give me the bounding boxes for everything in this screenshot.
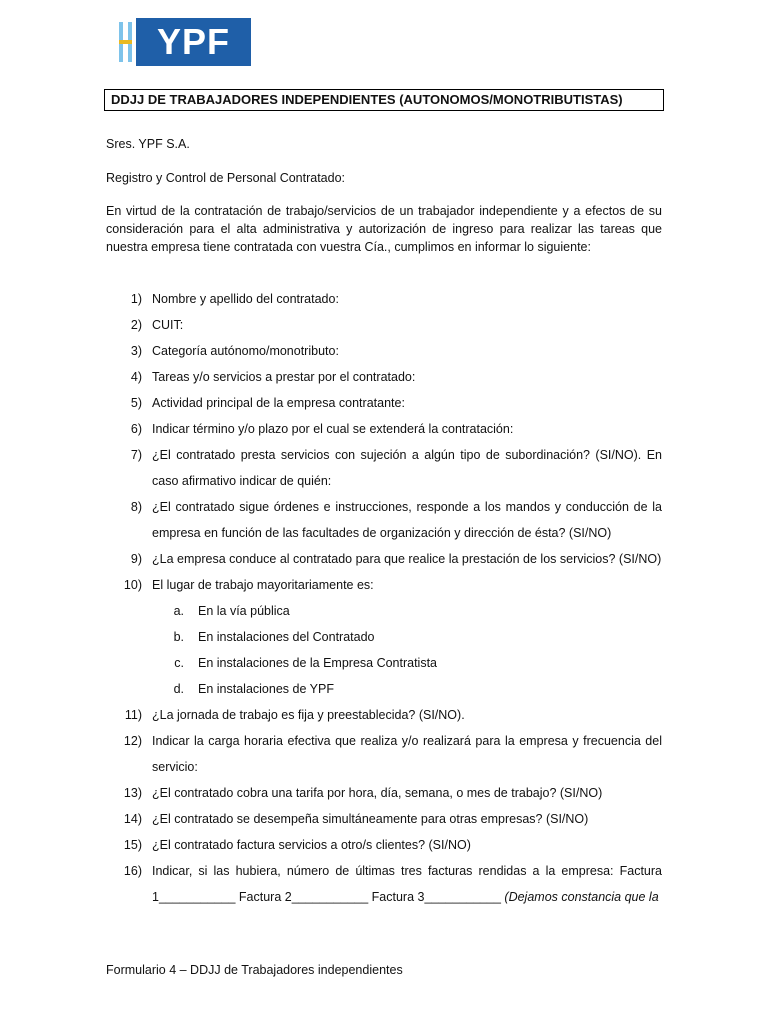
- item-text: ¿El contratado cobra una tarifa por hora, día, semana, o mes de trabajo? (SI/NO): [152, 786, 603, 800]
- item-number: 7): [130, 448, 142, 462]
- greeting: Sres. YPF S.A.: [106, 137, 190, 151]
- intro-paragraph: En virtud de la contratación de trabajo/servicios de un trabajador independiente y a efectos de su consideración para el alta administrativa y autorización de ingreso para realizar las tareas que nuestra empresa tiene contratada con vuestra Cía., cumplimos en informar lo siguiente:: [106, 204, 662, 254]
- section-heading: Registro y Control de Personal Contratado:: [106, 171, 346, 185]
- item-text: CUIT:: [152, 318, 184, 332]
- item-number: 1): [130, 292, 142, 306]
- item-text: Indicar término y/o plazo por el cual se extenderá la contratación:: [152, 422, 514, 436]
- sub-item-text: En instalaciones de la Empresa Contratista: [198, 656, 438, 670]
- item-text-main: Indicar, si las hubiera, número de últimas tres facturas rendidas a la empresa: Factura 1___________ Factura 2___________ Factura 3___________: [152, 864, 662, 904]
- sub-item-letter: a.: [173, 604, 184, 618]
- list-item: [106, 390, 662, 416]
- ypf-logo: [116, 18, 251, 66]
- item-number: 14): [123, 812, 142, 826]
- item-number: 11): [124, 708, 142, 722]
- item-text: El lugar de trabajo mayoritariamente es:: [152, 578, 374, 592]
- item-number: 10): [123, 578, 142, 592]
- item-text: Actividad principal de la empresa contratante:: [152, 396, 405, 410]
- item-number: 5): [130, 396, 142, 410]
- list-item: [106, 442, 662, 494]
- item-number: 16): [123, 864, 142, 878]
- sub-item: [106, 650, 662, 676]
- list-item: [106, 572, 662, 598]
- list-item: [106, 338, 662, 364]
- sub-item-letter: b.: [173, 630, 184, 644]
- item-number: 15): [123, 838, 142, 852]
- logo-text: YPF: [136, 18, 251, 66]
- item-number: 2): [130, 318, 142, 332]
- list-item: [106, 364, 662, 390]
- sub-item: [106, 598, 662, 624]
- item-text: ¿La empresa conduce al contratado para que realice la prestación de los servicios? (SI/NO): [152, 552, 662, 566]
- item-text: ¿El contratado presta servicios con sujeción a algún tipo de subordinación? (SI/NO). En caso afirmativo indicar de quién:: [152, 448, 662, 488]
- item-number: 4): [130, 370, 142, 384]
- list-item: [106, 728, 662, 780]
- item-text: Nombre y apellido del contratado:: [152, 292, 339, 306]
- list-item: [106, 546, 662, 572]
- question-list: [106, 286, 662, 910]
- item-text: ¿El contratado factura servicios a otro/s clientes? (SI/NO): [152, 838, 471, 852]
- item-text: ¿El contratado sigue órdenes e instrucciones, responde a los mandos y conducción de la empresa en función de las facultades de organización y dirección de ésta? (SI/NO): [152, 500, 662, 540]
- document-title: DDJJ DE TRABAJADORES INDEPENDIENTES (AUTONOMOS/MONOTRIBUTISTAS): [104, 89, 664, 111]
- item-number: 8): [130, 500, 142, 514]
- item-text: Categoría autónomo/monotributo:: [152, 344, 339, 358]
- list-item: [106, 780, 662, 806]
- sub-item-letter: d.: [173, 682, 184, 696]
- item-text: ¿La jornada de trabajo es fija y preestablecida? (SI/NO).: [152, 708, 465, 722]
- item-text-note: (Dejamos constancia que la: [504, 890, 659, 904]
- list-item: [106, 858, 662, 910]
- item-number: 13): [123, 786, 142, 800]
- list-item: [106, 702, 662, 728]
- list-item: [106, 832, 662, 858]
- item-number: 12): [123, 734, 142, 748]
- list-item: [106, 312, 662, 338]
- list-item: [106, 494, 662, 546]
- flag-icon: [116, 22, 136, 62]
- item-text: [152, 858, 662, 910]
- list-item: [106, 286, 662, 312]
- item-text: Indicar la carga horaria efectiva que realiza y/o realizará para la empresa y frecuencia del servicio:: [152, 734, 662, 774]
- list-item: [106, 416, 662, 442]
- item-text: ¿El contratado se desempeña simultáneamente para otras empresas? (SI/NO): [152, 812, 589, 826]
- item-text: Tareas y/o servicios a prestar por el contratado:: [152, 370, 416, 384]
- list-item: [106, 806, 662, 832]
- page-footer: Formulario 4 – DDJJ de Trabajadores independientes: [106, 963, 403, 977]
- sub-item-text: En la vía pública: [198, 604, 290, 618]
- sub-item-letter: c.: [174, 656, 184, 670]
- item-number: 9): [130, 552, 142, 566]
- sub-item-text: En instalaciones de YPF: [198, 682, 334, 696]
- sub-item: [106, 676, 662, 702]
- item-number: 6): [130, 422, 142, 436]
- item-number: 3): [130, 344, 142, 358]
- sub-item-text: En instalaciones del Contratado: [198, 630, 375, 644]
- sub-item: [106, 624, 662, 650]
